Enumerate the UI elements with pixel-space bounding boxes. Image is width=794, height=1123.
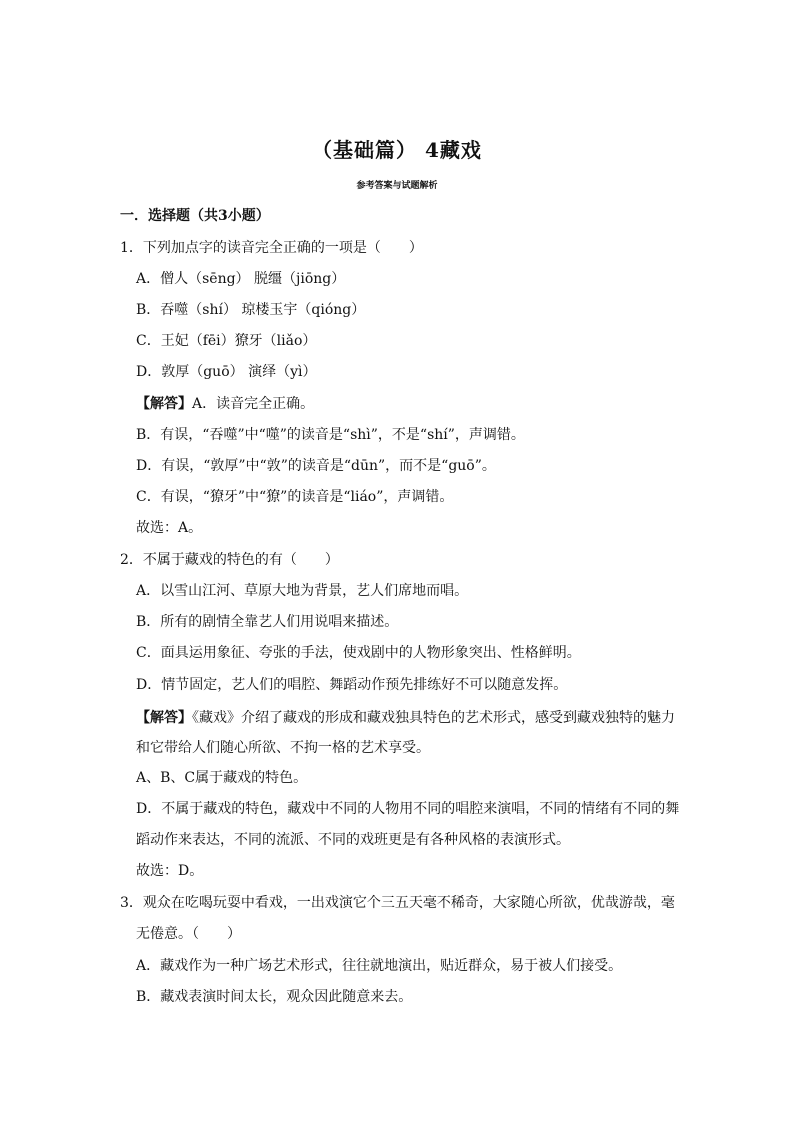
question-2-option-b: B．所有的剧情全靠艺人们用说唱来描述。 [136, 614, 399, 630]
question-3-stem-cont: 无倦意。（ ） [136, 926, 241, 942]
question-3-option-a: A．藏戏作为一种广场艺术形式，往往就地演出，贴近群众，易于被人们接受。 [136, 958, 623, 974]
page-title: （基础篇） 4藏戏 [312, 138, 482, 162]
question-2-option-c: C．面具运用象征、夸张的手法，使戏剧中的人物形象突出、性格鲜明。 [136, 645, 581, 661]
question-1-analysis-d: D．有误，“敦厚”中“敦”的读音是“dūn”，而不是“guō”。 [136, 458, 496, 474]
question-2-conclusion: 故选：D。 [136, 863, 204, 879]
answer-tag: 【解答】 [136, 710, 192, 726]
question-2-answer [136, 708, 675, 728]
question-2-answer-cont: 和它带给人们随心所欲、不拘一格的艺术享受。 [136, 740, 430, 756]
section-heading: 一．选择题（共3小题） [120, 208, 270, 224]
answer-text: A．读音完全正确。 [192, 396, 315, 412]
question-1-option-b: B．吞噬（shí） 琼楼玉宇（qióng） [136, 302, 366, 318]
question-2-option-a: A．以雪山江河、草原大地为背景，艺人们席地而唱。 [136, 583, 469, 599]
question-1-option-d: D．敦厚（guō） 演绎（yì） [136, 364, 317, 380]
question-2-analysis-d-cont: 蹈动作来表达，不同的流派、不同的戏班更是有各种风格的表演形式。 [136, 832, 570, 848]
question-3-stem: 3．观众在吃喝玩耍中看戏，一出戏演它个三五天毫不稀奇，大家随心所欲，优哉游哉，毫 [120, 895, 675, 911]
question-3-option-b: B．藏戏表演时间太长，观众因此随意来去。 [136, 989, 413, 1005]
question-1-option-a: A．僧人（sēng） 脱缰（jiōng） [136, 271, 346, 287]
question-2-stem: 2．不属于藏戏的特色的有（ ） [120, 552, 339, 568]
page-subtitle: 参考答案与试题解析 [356, 181, 438, 191]
answer-tag: 【解答】 [136, 396, 192, 412]
question-1-conclusion: 故选：A。 [136, 520, 203, 536]
question-2-analysis-abc: A、B、C属于藏戏的特色。 [136, 770, 308, 786]
question-1-option-c: C．王妃（fēi）獠牙（liǎo） [136, 333, 317, 349]
question-2-analysis-d: D．不属于藏戏的特色，藏戏中不同的人物用不同的唱腔来演唱，不同的情绪有不同的舞 [136, 801, 680, 817]
question-1-stem: 1．下列加点字的读音完全正确的一项是（ ） [120, 240, 423, 256]
question-1-analysis-c: C．有误，“獠牙”中“獠”的读音是“liáo”，声调错。 [136, 489, 454, 505]
question-1-answer [136, 394, 314, 414]
answer-text: 《藏戏》介绍了藏戏的形成和藏戏独具特色的艺术形式，感受到藏戏独特的魅力 [192, 710, 675, 726]
question-1-analysis-b: B．有误，“吞噬”中“噬”的读音是“shì”，不是“shí”，声调错。 [136, 427, 525, 443]
question-2-option-d: D．情节固定，艺人们的唱腔、舞蹈动作预先排练好不可以随意发挥。 [136, 677, 568, 693]
